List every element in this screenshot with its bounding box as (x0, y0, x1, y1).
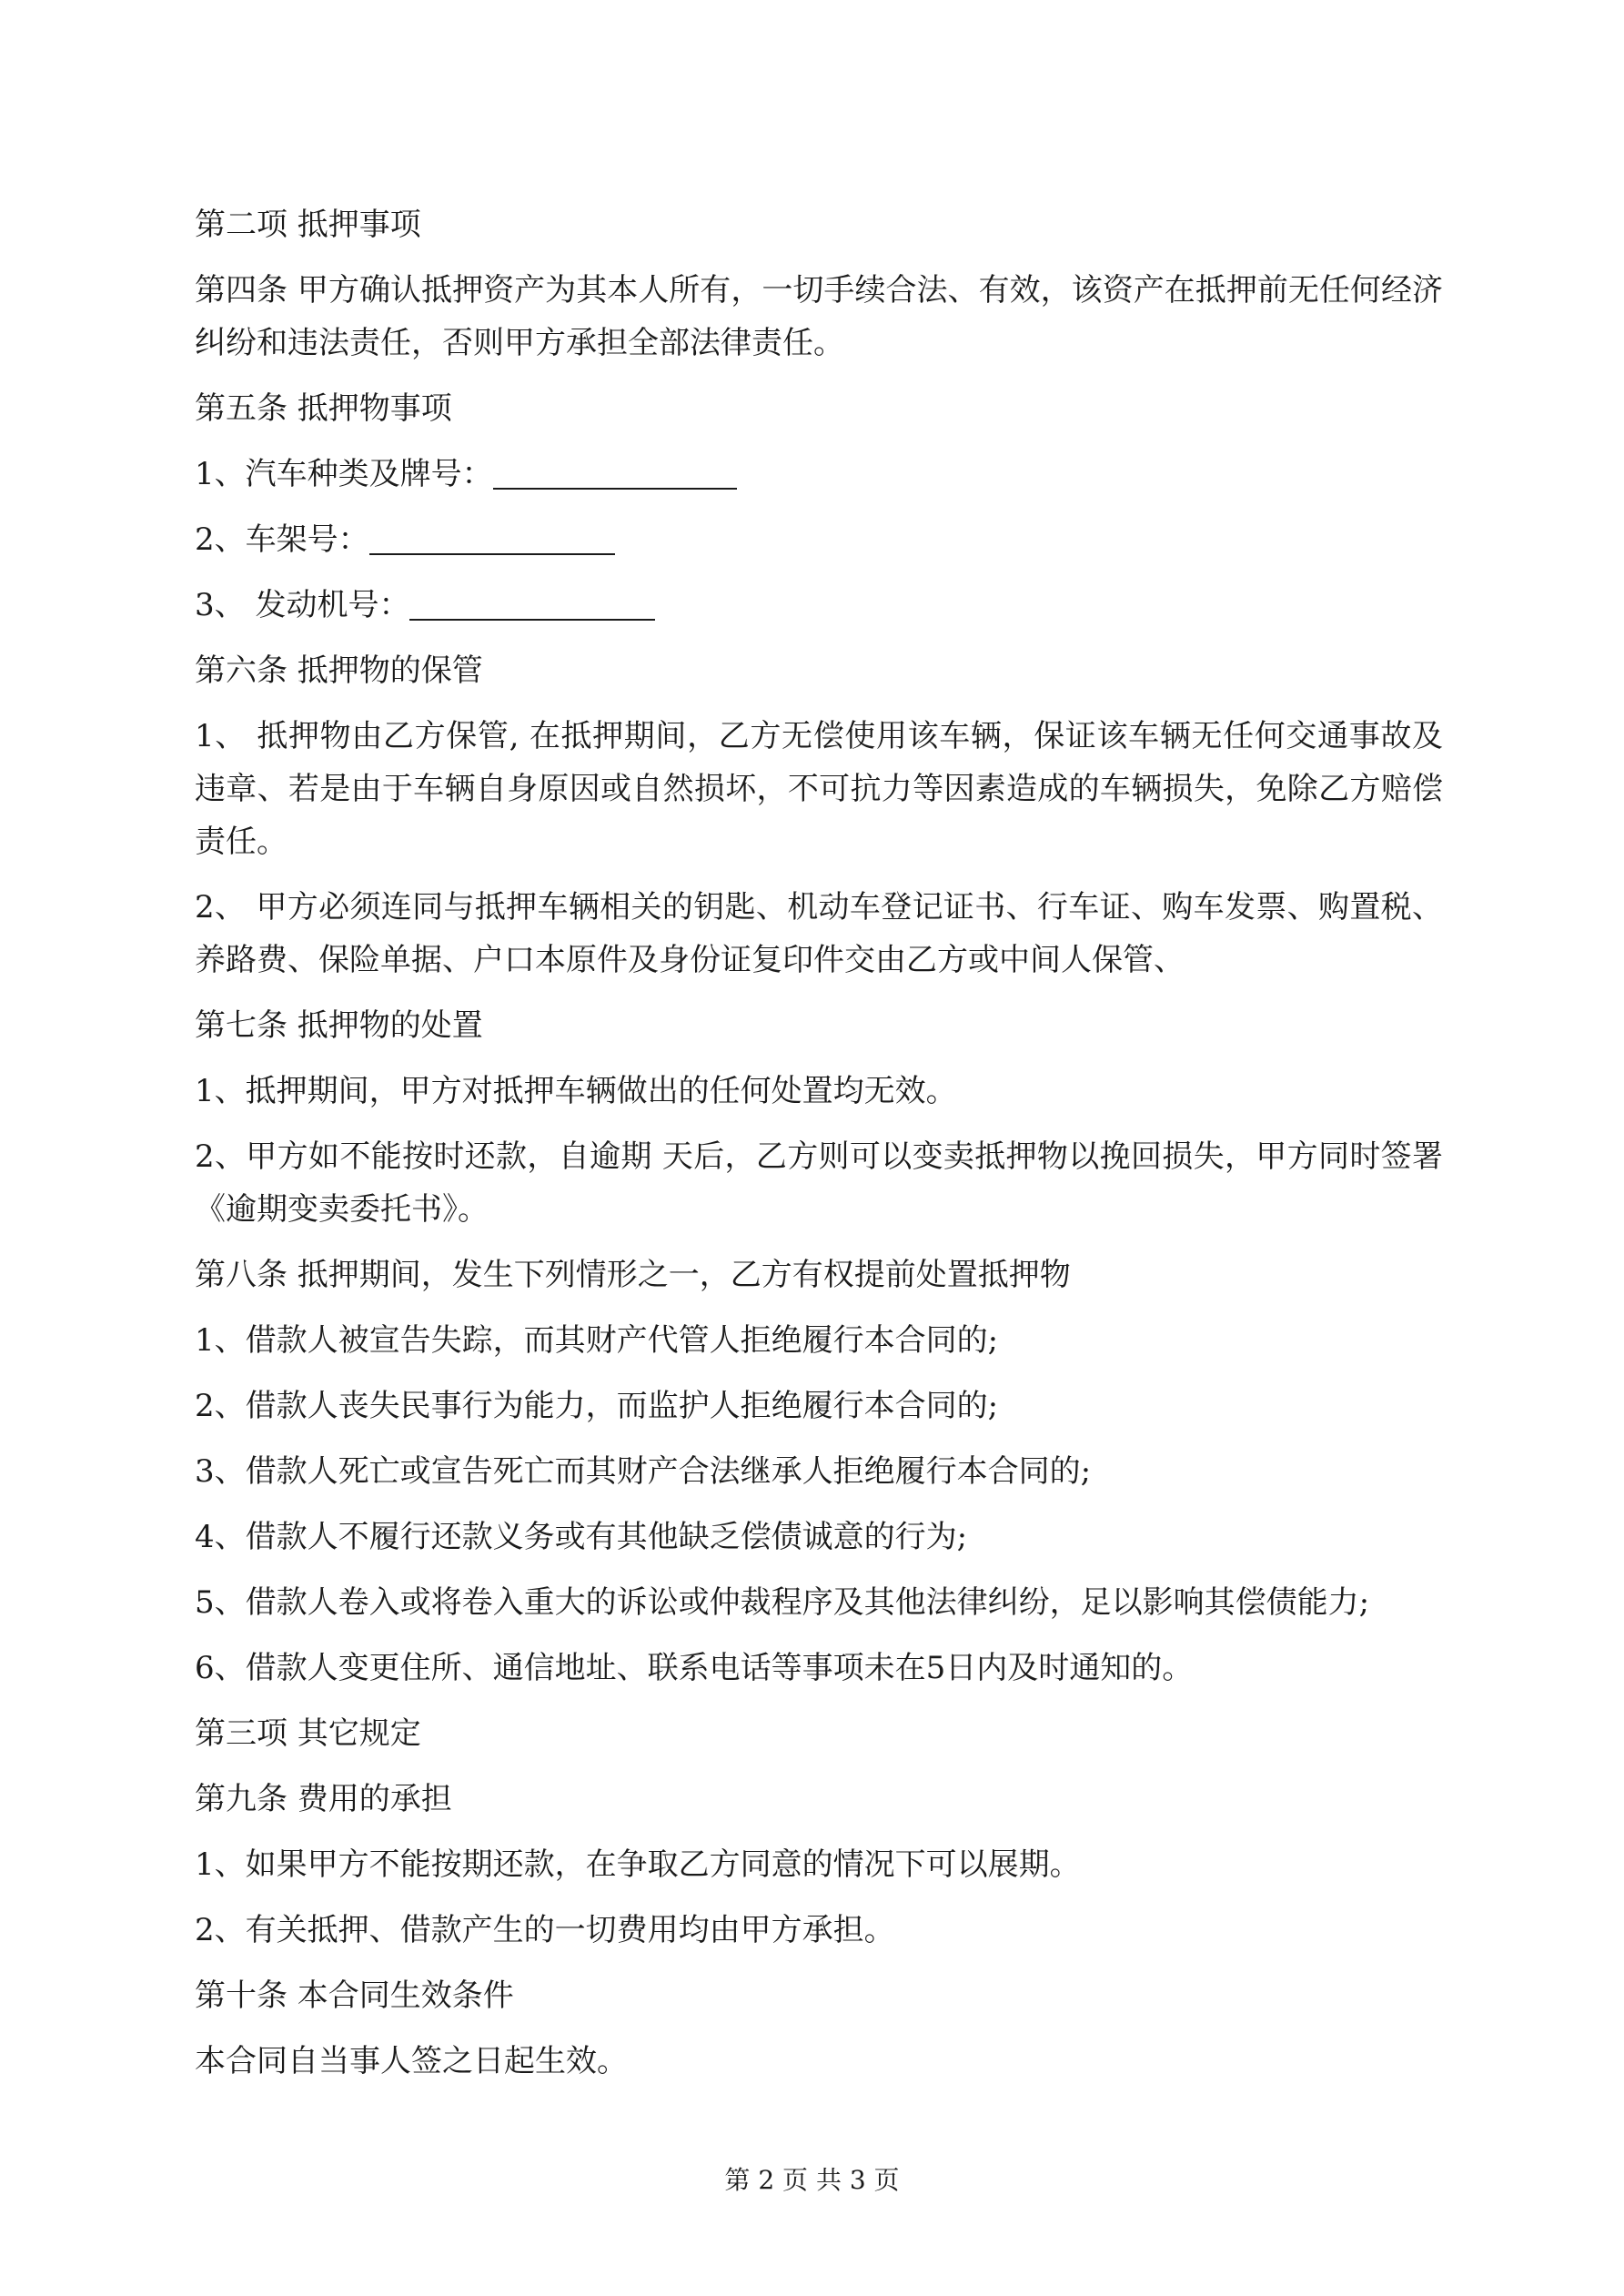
article-paragraph: 本合同自当事人签之日起生效。 (195, 2043, 628, 2079)
article-heading: 第六条 抵押物的保管 (195, 652, 483, 689)
list-item: 4、借款人不履行还款义务或有其他缺乏偿债诚意的行为; (195, 1519, 968, 1555)
blank-line (369, 513, 615, 555)
list-item: 2、有关抵押、借款产生的一切费用均由甲方承担。 (195, 1912, 895, 1948)
list-item: 2、甲方如不能按时还款，自逾期 天后，乙方则可以变卖抵押物以挽回损失，甲方同时签署《逾期变卖委托书》。 (195, 1138, 1443, 1228)
section-heading: 第二项 抵押事项 (195, 207, 421, 243)
list-item: 1、借款人被宣告失踪，而其财产代管人拒绝履行本合同的; (195, 1322, 999, 1359)
form-field-frame-number (195, 513, 1443, 566)
field-label: 3、 发动机号： (195, 587, 410, 623)
list-item: 1、 抵押物由乙方保管, 在抵押期间，乙方无偿使用该车辆，保证该车辆无任何交通事故及违章、若是由于车辆自身原因或自然损坏，不可抗力等因素造成的车辆损失，免除乙方赔偿责任。 (195, 718, 1443, 860)
article-heading: 第五条 抵押物事项 (195, 390, 452, 427)
field-label: 1、汽车种类及牌号： (195, 456, 493, 492)
article-heading: 第十条 本合同生效条件 (195, 1977, 514, 2014)
list-item: 5、借款人卷入或将卷入重大的诉讼或仲裁程序及其他法律纠纷，足以影响其偿债能力; (195, 1584, 1370, 1621)
section-heading: 第三项 其它规定 (195, 1715, 421, 1752)
blank-line (409, 579, 655, 621)
article-heading: 第七条 抵押物的处置 (195, 1007, 483, 1044)
form-field-vehicle-type-plate (195, 448, 1443, 501)
field-label: 2、车架号： (195, 521, 369, 558)
list-item: 2、借款人丧失民事行为能力，而监护人拒绝履行本合同的; (195, 1388, 999, 1424)
list-item: 6、借款人变更住所、通信地址、联系电话等事项未在5日内及时通知的。 (195, 1650, 1194, 1686)
document-body (195, 198, 1443, 2088)
list-item: 3、借款人死亡或宣告死亡而其财产合法继承人拒绝履行本合同的; (195, 1453, 1092, 1490)
list-item: 2、 甲方必须连同与抵押车辆相关的钥匙、机动车登记证书、行车证、购车发票、购置税、养路费、保险单据、户口本原件及身份证复印件交由乙方或中间人保管、 (195, 889, 1443, 978)
article-heading: 第九条 费用的承担 (195, 1781, 452, 1817)
blank-line (493, 448, 737, 490)
list-item: 1、抵押期间，甲方对抵押车辆做出的任何处置均无效。 (195, 1073, 957, 1109)
form-field-engine-number (195, 579, 1443, 632)
list-item: 1、如果甲方不能按期还款，在争取乙方同意的情况下可以展期。 (195, 1846, 1081, 1883)
page-number-footer: 第 2 页 共 3 页 (724, 2165, 900, 2195)
article-heading: 第八条 抵押期间，发生下列情形之一，乙方有权提前处置抵押物 (195, 1257, 1071, 1293)
article-paragraph: 第四条 甲方确认抵押资产为其本人所有，一切手续合法、有效，该资产在抵押前无任何经济纠纷和违法责任，否则甲方承担全部法律责任。 (195, 272, 1443, 361)
